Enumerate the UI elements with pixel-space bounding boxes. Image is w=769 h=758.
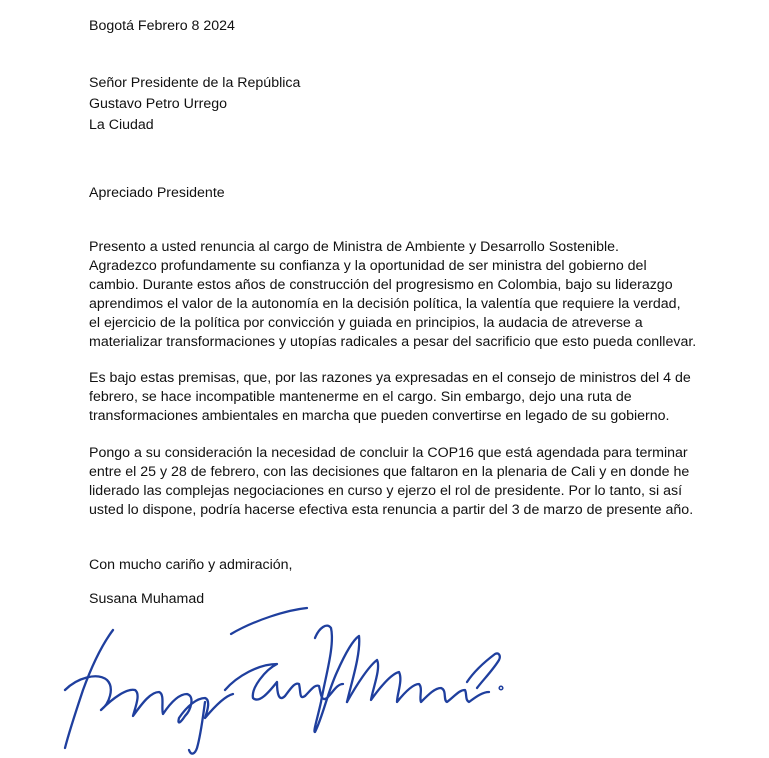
signature-stroke: [65, 630, 113, 748]
body-paragraph: [89, 444, 699, 520]
paragraph-line: aprendimos el valor de la autonomía en la decisión política, la valentía que requiere la verdad,: [89, 296, 681, 312]
signature-dot: [499, 686, 503, 690]
signature-stroke: [231, 608, 307, 634]
paragraph-line: entre el 25 y 28 de febrero, con las decisiones que faltaron en la plenaria de Cali y en donde he: [89, 464, 690, 480]
signature-stroke: [467, 653, 500, 688]
letter-date: Bogotá Febrero 8 2024: [89, 18, 235, 34]
paragraph-line: transformaciones ambientales en marcha que pueden convertirse en legado de su gobierno.: [89, 408, 670, 424]
paragraph-line: liderado las complejas negociaciones en curso y ejerzo el rol de presidente. Por lo tanto, si así: [89, 483, 683, 499]
paragraph-line: Agradezco profundamente su confianza y la oportunidad de ser ministra del gobierno del: [89, 258, 647, 274]
signature-stroke: [189, 702, 205, 754]
paragraph-line: usted lo dispone, podría hacerse efectiva esta renuncia a partir del 3 de marzo de presente año.: [89, 502, 694, 518]
paragraph-line: Presento a usted renuncia al cargo de Ministra de Ambiente y Desarrollo Sostenible.: [89, 239, 619, 255]
salutation: Apreciado Presidente: [89, 185, 225, 201]
body-paragraph: [89, 369, 699, 426]
signer-name: Susana Muhamad: [89, 591, 205, 607]
body-paragraph: [89, 238, 699, 352]
recipient-line: La Ciudad: [89, 117, 154, 133]
handwritten-signature: [55, 598, 515, 758]
recipient-block: [89, 74, 300, 137]
paragraph-line: Pongo a su consideración la necesidad de concluir la COP16 que está agendada para terminar: [89, 445, 688, 461]
closing-line: Con mucho cariño y admiración,: [89, 557, 293, 573]
signature-stroke: [314, 626, 359, 732]
paragraph-line: el ejercicio de la política por convicción y guiada en principios, la audacia de atreverse a: [89, 315, 643, 331]
recipient-line: Señor Presidente de la República: [89, 75, 301, 91]
signature-stroke: [65, 676, 233, 722]
paragraph-line: febrero, se hace incompatible mantenerme en el cargo. Sin embargo, dejo una ruta de: [89, 389, 632, 405]
paragraph-line: Es bajo estas premisas, que, por las razones ya expresadas en el consejo de ministros del 4 de: [89, 370, 691, 386]
paragraph-line: cambio. Durante estos años de construcción del progresismo en Colombia, bajo su liderazgo: [89, 277, 673, 293]
recipient-line: Gustavo Petro Urrego: [89, 96, 227, 112]
paragraph-line: materializar transformaciones y utopías radicales a pesar del sacrificio que esto pueda conllevar.: [89, 334, 697, 350]
